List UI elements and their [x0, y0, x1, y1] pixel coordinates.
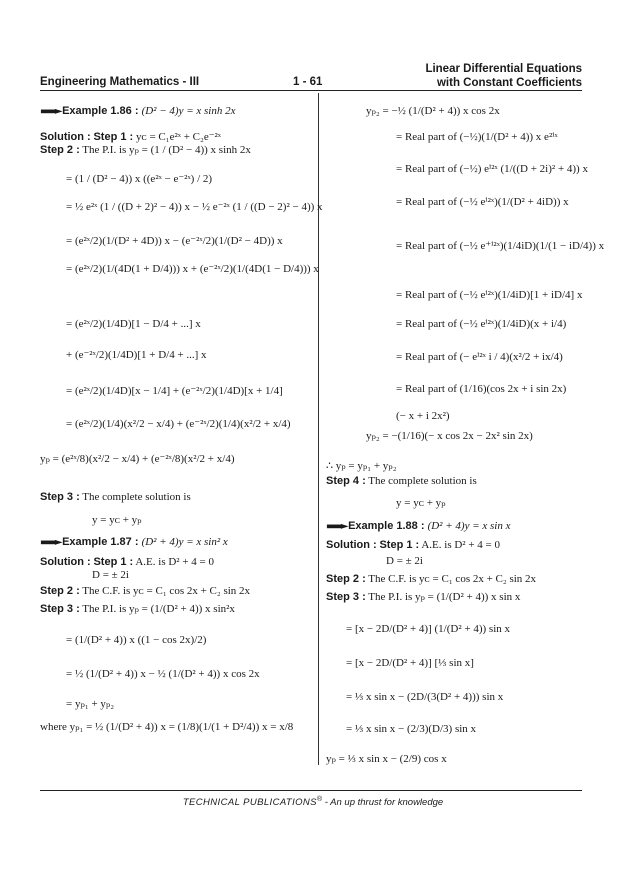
step-text: yᴄ = C₁e²ˣ + C₂e⁻²ˣ [133, 131, 221, 143]
step-text: A.E. is D² + 4 = 0 [419, 539, 500, 551]
example-equation: (D² + 4)y = x sin² x [141, 536, 228, 548]
example-label: Example 1.87 : [62, 536, 142, 548]
step-label: Step 3 : [326, 591, 366, 603]
example-equation: (D² + 4)y = x sin x [427, 520, 511, 532]
right-math-line: = ⅓ x sin x − (2D/(3(D² + 4))) sin x [346, 691, 504, 703]
step-text: The complete solution is [79, 491, 191, 503]
step-label: Solution : [40, 131, 91, 143]
footer [0, 796, 626, 808]
header-right [425, 62, 582, 90]
right-math-line: y = yᴄ + yₚ [396, 497, 446, 509]
arrow-icon: ▬▬► [40, 106, 63, 117]
right-math-line [326, 475, 477, 488]
chapter-title-line1: Linear Differential Equations [425, 63, 582, 75]
right-math-line: = Real part of (−½ e⁺ⁱ²ˣ)(1/4iD)(1/(1 − iD/4)) x [396, 240, 605, 252]
left-math-line: = (e²ˣ/2)(1/(4D(1 + D/4))) x + (e⁻²ˣ/2)(1/(4D(1 − D/4))) x [66, 263, 319, 275]
step-label: Step 1 : [379, 539, 420, 551]
arrow-icon: ▬▬► [40, 537, 63, 548]
header-rule [40, 90, 582, 91]
footer-rule [40, 790, 582, 791]
left-math-line: = ½ (1/(D² + 4)) x − ½ (1/(D² + 4)) x cos 2x [66, 668, 260, 680]
left-math-line [40, 603, 235, 616]
right-math-line: yₚ₂ = −(1/16)(− x cos 2x − 2x² sin 2x) [366, 430, 533, 442]
right-math-line: yₚ = ⅓ x sin x − (2/9) cos x [326, 753, 447, 765]
right-math-line: = Real part of (1/16)(cos 2x + i sin 2x) [396, 383, 567, 395]
step-text: The P.I. is yₚ = (1/(D² + 4)) x sin²x [79, 603, 235, 615]
right-math-line: ∴ yₚ = yₚ₁ + yₚ₂ [326, 460, 397, 472]
right-example-heading [326, 520, 510, 533]
left-math-line: = yₚ₁ + yₚ₂ [66, 698, 115, 710]
left-example-heading [40, 105, 235, 118]
left-math-line: = (1 / (D² − 4)) x ((e²ˣ − e⁻²ˣ) / 2) [66, 173, 213, 185]
step-label: Step 2 : [326, 573, 366, 585]
left-math-line: = (e²ˣ/2)(1/4D)[x − 1/4] + (e⁻²ˣ/2)(1/4D)[x + 1/4] [66, 385, 283, 397]
left-math-line [40, 491, 191, 504]
right-math-line: = Real part of (−½) eⁱ²ˣ (1/((D + 2i)² + 4)) x [396, 163, 588, 175]
right-math-line: = [x − 2D/(D² + 4)] (1/(D² + 4)) sin x [346, 623, 510, 635]
step-label: Solution : [40, 556, 91, 568]
right-math-line: D = ± 2i [386, 555, 423, 567]
left-math-line [40, 144, 251, 157]
step-label: Step 4 : [326, 475, 366, 487]
step-label: Step 1 : [93, 131, 134, 143]
step-text: The C.F. is yᴄ = C₁ cos 2x + C₂ sin 2x [365, 573, 537, 585]
left-math-line: = (e²ˣ/2)(1/4)(x²/2 − x/4) + (e⁻²ˣ/2)(1/4)(x²/2 + x/4) [66, 418, 291, 430]
left-math-line: = (e²ˣ/2)(1/(D² + 4D)) x − (e⁻²ˣ/2)(1/(D² − 4D)) x [66, 235, 283, 247]
right-math-line [326, 573, 536, 586]
right-math-line [326, 591, 520, 604]
step-label: Step 2 : [40, 585, 80, 597]
chapter-title-line2: with Constant Coefficients [436, 77, 582, 89]
left-math-line [40, 131, 221, 144]
right-math-line: = Real part of (−½)(1/(D² + 4)) x e²ⁱˣ [396, 131, 558, 143]
left-math-line: + (e⁻²ˣ/2)(1/4D)[1 + D/4 + ...] x [66, 349, 207, 361]
step-label: Step 3 : [40, 491, 80, 503]
left-math-line: where yₚ₁ = ½ (1/(D² + 4)) x = (1/8)(1/(1 + D²/4)) x = x/8 [40, 721, 294, 733]
right-math-line: (− x + i 2x²) [396, 410, 450, 422]
footer-tagline: - An up thrust for knowledge [322, 797, 444, 809]
left-math-line: = ½ e²ˣ (1 / ((D + 2)² − 4)) x − ½ e⁻²ˣ (1 / ((D − 2)² − 4)) x [66, 201, 323, 213]
left-math-line [40, 585, 250, 598]
step-text: A.E. is D² + 4 = 0 [133, 556, 214, 568]
step-label: Step 2 : [40, 144, 80, 156]
right-math-line [326, 539, 500, 552]
right-math-line: = Real part of (−½ eⁱ²ˣ)(1/4iD)(x + i/4) [396, 318, 567, 330]
left-math-line: = (1/(D² + 4)) x ((1 − cos 2x)/2) [66, 634, 207, 646]
right-math-line: = [x − 2D/(D² + 4)] [⅓ sin x] [346, 657, 474, 669]
arrow-icon: ▬▬► [326, 521, 349, 532]
right-math-line: yₚ₂ = −½ (1/(D² + 4)) x cos 2x [366, 105, 500, 117]
left-example-heading [40, 536, 228, 549]
column-divider [318, 93, 319, 765]
right-math-line: = Real part of (−½ eⁱ²ˣ)(1/4iD)[1 + iD/4] x [396, 289, 583, 301]
example-label: Example 1.86 : [62, 105, 142, 117]
step-label: Step 3 : [40, 603, 80, 615]
step-label: Step 1 : [93, 556, 134, 568]
left-math-line: yₚ = (e²ˣ/8)(x²/2 − x/4) + (e⁻²ˣ/8)(x²/2 + x/4) [40, 453, 235, 465]
step-text: The complete solution is [365, 475, 477, 487]
right-math-line: = Real part of (− eⁱ²ˣ i / 4)(x²/2 + ix/4) [396, 351, 563, 363]
footer-brand: TECHNICAL PUBLICATIONS [182, 797, 317, 809]
step-text: The P.I. is yₚ = (1 / (D² − 4)) x sinh 2x [79, 144, 251, 156]
footer-reg: ® [316, 796, 323, 803]
left-math-line: = (e²ˣ/2)(1/4D)[1 − D/4 + ...] x [66, 318, 201, 330]
left-math-line: D = ± 2i [92, 569, 129, 581]
right-math-line: = Real part of (−½ eⁱ²ˣ)(1/(D² + 4iD)) x [396, 196, 569, 208]
step-label: Solution : [326, 539, 377, 551]
right-math-line: = ⅓ x sin x − (2/3)(D/3) sin x [346, 723, 477, 735]
step-text: The C.F. is yᴄ = C₁ cos 2x + C₂ sin 2x [79, 585, 251, 597]
left-math-line [40, 556, 214, 569]
left-math-line: y = yᴄ + yₚ [92, 514, 142, 526]
page-number: 1 - 61 [293, 76, 323, 88]
example-equation: (D² − 4)y = x sinh 2x [141, 105, 236, 117]
step-text: The P.I. is yₚ = (1/(D² + 4)) x sin x [365, 591, 521, 603]
header-left: Engineering Mathematics - III [40, 76, 200, 88]
example-label: Example 1.88 : [348, 520, 428, 532]
